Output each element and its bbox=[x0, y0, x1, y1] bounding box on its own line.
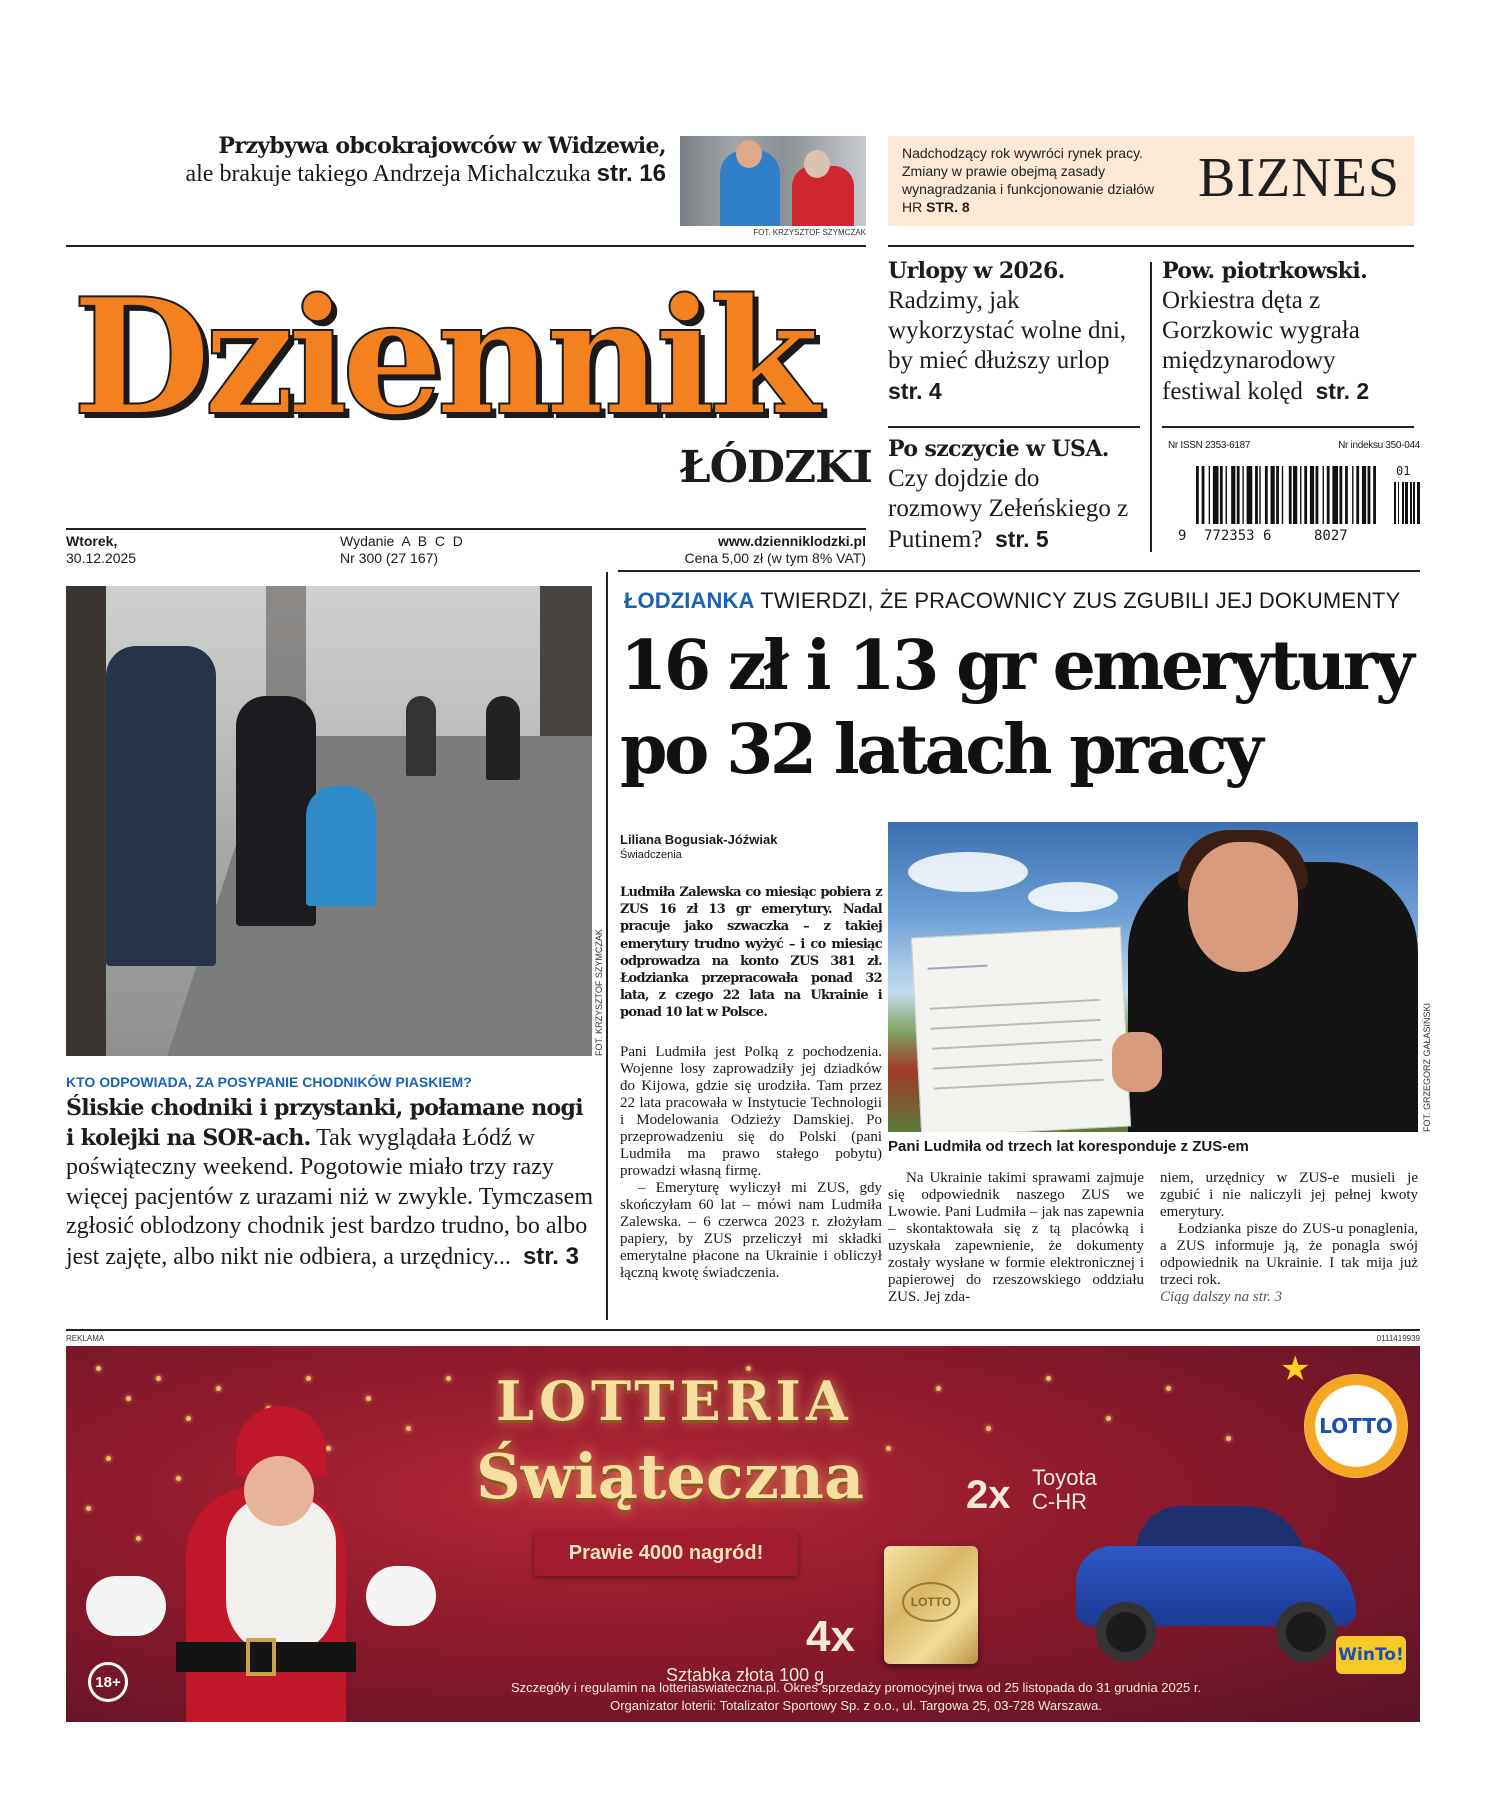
photo-document bbox=[911, 927, 1131, 1132]
main-lead: Ludmiła Zalewska co miesiąc pobiera z ZUS 16 zł 13 gr emerytury. Nadal pracuje jako szwaczka – z takiej emerytury trudno wyżyć – i co miesiąc odprowadza na konto ZUS 381 zł. Łodzianka przepracowała ponad 32 lata, z czego 22 lata na Ukrainie i ponad 10 lat w Polsce. bbox=[620, 885, 882, 1021]
barcode-bar bbox=[1323, 466, 1324, 524]
biznes-text bbox=[902, 144, 1162, 216]
ad-title-line2: Świąteczna bbox=[476, 1440, 865, 1513]
barcode-bar bbox=[1276, 466, 1279, 524]
divider bbox=[618, 570, 1420, 572]
masthead-title: Dziennik bbox=[72, 263, 813, 451]
meta-price: Cena 5,00 zł (w tym 8% VAT) bbox=[684, 550, 866, 566]
photo-tree bbox=[66, 586, 106, 1056]
sparkle bbox=[886, 1446, 891, 1451]
main-photo-caption: Pani Ludmiła od trzech lat koresponduje z ZUS-em bbox=[888, 1138, 1249, 1155]
barcode-bar bbox=[1332, 466, 1338, 524]
top-teaser-photo[interactable] bbox=[680, 136, 866, 226]
barcode-bar bbox=[1196, 466, 1199, 524]
column-divider bbox=[606, 572, 608, 1320]
barcode-bar bbox=[1247, 466, 1253, 524]
biznes-text-body: Nadchodzący rok wywróci rynek pracy. Zmiany w prawie obejmą zasady wynagradzania i funkcjonowanie działów HR bbox=[902, 145, 1155, 215]
barcode-bar bbox=[1271, 466, 1275, 524]
barcode-bar bbox=[1345, 466, 1348, 524]
divider bbox=[888, 245, 1414, 247]
photo-child bbox=[306, 786, 376, 906]
teaser-headline: Pow. piotrkowski. bbox=[1162, 258, 1368, 284]
ad-fine-print: Szczegóły i regulamin na lotteriaswiateczna.pl. Okres sprzedaży promocyjnej trwa od 25 listopada do 31 grudnia 2025 r. bbox=[510, 1680, 1202, 1695]
photo-hand bbox=[1112, 1032, 1162, 1092]
car-illustration bbox=[1066, 1506, 1366, 1666]
body-paragraph: Łodzianka pisze do ZUS-u ponaglenia, a ZUS informuje ją, że ponagla swój odpowiednik na Ukrainie. I tak mija już trzeci rok. bbox=[1160, 1221, 1418, 1288]
sparkle bbox=[1106, 1416, 1111, 1421]
index-number: Nr indeksu 350-044 bbox=[1338, 440, 1420, 451]
sparkle bbox=[1166, 1386, 1171, 1391]
main-story-kicker bbox=[624, 588, 1400, 614]
teaser-page-ref[interactable]: str. 4 bbox=[888, 378, 942, 404]
top-teaser-subline-text: ale brakuje takiego Andrzeja Michalczuka bbox=[185, 161, 591, 187]
barcode-bar bbox=[1352, 466, 1353, 524]
ad-gold-name: Sztabka złota 100 g bbox=[666, 1665, 825, 1685]
gold-bar-logo: LOTTO bbox=[902, 1582, 960, 1622]
sparkle bbox=[446, 1376, 451, 1381]
barcode-bar bbox=[1413, 482, 1415, 524]
photo-person-face bbox=[1188, 842, 1298, 972]
teaser-headline: Urlopy w 2026. bbox=[888, 258, 1065, 284]
divider bbox=[1162, 426, 1414, 428]
body-paragraph: niem, urzędnicy w ZUS-e musieli je zgubić i nie naliczyli jej pełnej kwoty emerytury. bbox=[1160, 1170, 1418, 1220]
teaser-text bbox=[888, 464, 1140, 555]
teaser-text bbox=[888, 286, 1140, 407]
barcode-bar bbox=[1405, 482, 1408, 524]
barcode-bar bbox=[1259, 466, 1260, 524]
barcode-bar bbox=[1316, 466, 1319, 524]
ad-ribbon: Prawie 4000 nagród! bbox=[534, 1530, 798, 1576]
top-teaser-subline bbox=[66, 160, 666, 188]
barcode-bar bbox=[1237, 466, 1240, 524]
barcode-bar bbox=[1255, 466, 1258, 524]
age-restriction-badge: 18+ bbox=[88, 1662, 128, 1702]
continued-link[interactable]: Ciąg dalszy na str. 3 bbox=[1160, 1289, 1283, 1305]
body-column-2 bbox=[888, 1170, 1144, 1306]
barcode-bar bbox=[1265, 466, 1268, 524]
divider bbox=[66, 1329, 1420, 1331]
barcode-bar bbox=[1209, 466, 1210, 524]
barcode-bar bbox=[1220, 466, 1223, 524]
meta-website[interactable]: www.dzienniklodzki.pl bbox=[717, 533, 866, 549]
barcode-bar bbox=[1394, 482, 1396, 524]
barcode-block bbox=[1168, 440, 1420, 550]
barcode-bar bbox=[1304, 466, 1307, 524]
meta-date: 30.12.2025 bbox=[66, 550, 137, 566]
ad-title-line1: LOTTERIA bbox=[496, 1369, 853, 1433]
divider bbox=[66, 245, 866, 247]
body-paragraph: Na Ukrainie takimi sprawami zajmuje się odpowiednik naszego ZUS we Lwowie. Pani Ludmiła – jak nas zapewnia – skontaktowała się z tą placówką i uzyskała zapewnienie, że dokumenty zostały wysłane w formie elektronicznej i papierowej do rzeszowskiego oddziału ZUS. Jej zda- bbox=[888, 1170, 1144, 1305]
barcode-bar bbox=[1300, 466, 1301, 524]
meta-day: Wtorek, bbox=[66, 533, 118, 549]
barcode-bar bbox=[1226, 466, 1227, 524]
ad-car-name-line2: C-HR bbox=[1032, 1489, 1087, 1514]
body-paragraph: – Emeryturę wyliczył mi ZUS, gdy skończyłam 60 lat – mówi nam Ludmiła Zalewska. – 6 czerwca 2023 r. złożyłam papiery, by ZUS przeliczył mi składki emerytalne płacone na Ukrainie i obliczył łączną kwotę świadczenia. bbox=[620, 1180, 882, 1281]
sparkle bbox=[216, 1386, 221, 1391]
column-divider bbox=[1150, 262, 1152, 552]
photo-figure-head bbox=[804, 150, 830, 178]
barcode-bar bbox=[1242, 466, 1243, 524]
barcode-addon-digits: 01 bbox=[1396, 464, 1411, 478]
ad-code: 0111419939 bbox=[1376, 1334, 1420, 1343]
biznes-page-ref[interactable]: STR. 8 bbox=[926, 199, 970, 215]
sparkle bbox=[306, 1376, 311, 1381]
winto-logo: WinTo! bbox=[1336, 1636, 1406, 1674]
lotto-logo: LOTTO bbox=[1304, 1374, 1408, 1478]
barcode-bar bbox=[1373, 466, 1376, 524]
barcode-bar bbox=[1202, 466, 1205, 524]
main-photo-credit: FOT. GRZEGORZ GAŁASIŃSKI bbox=[1422, 1002, 1432, 1132]
left-story-text: Tak wyglądała Łódź w poświąteczny weekend. Pogotowie miało trzy razy więcej pacjentów z urazami niż w zwykle. Tymczasem zgłosić oblodzony chodnik jest bardzo trudno, bo albo jest zajęte, albo nikt nie odbiera, a urzędnicy... bbox=[66, 1124, 593, 1270]
left-story-kicker: KTO ODPOWIADA, ZA POSYPANIE CHODNIKÓW PIASKIEM? bbox=[66, 1074, 472, 1090]
teaser-piotrkowski[interactable] bbox=[1162, 256, 1420, 407]
biznes-section-label: BIZNES bbox=[1198, 147, 1400, 209]
left-story[interactable] bbox=[66, 1094, 596, 1272]
top-photo-credit: FOT. KRZYSZTOF SZYMCZAK bbox=[753, 228, 866, 237]
byline bbox=[620, 832, 778, 862]
barcode-bar bbox=[1356, 466, 1359, 524]
barcode-bar bbox=[1327, 466, 1330, 524]
sparkle bbox=[96, 1366, 101, 1371]
sparkle bbox=[936, 1386, 941, 1391]
sparkle bbox=[156, 1376, 161, 1381]
santa-glove bbox=[366, 1566, 436, 1626]
photo-cloud bbox=[1028, 882, 1118, 912]
top-teaser[interactable] bbox=[66, 132, 666, 188]
divider bbox=[888, 426, 1140, 428]
body-column-1 bbox=[620, 1044, 882, 1282]
barcode-bar bbox=[1417, 482, 1420, 524]
top-teaser-headline: Przybywa obcokrajowców w Widzewie, bbox=[218, 133, 666, 159]
barcode-digits-main: 772353 6 bbox=[1204, 528, 1272, 544]
barcode-bar bbox=[1213, 466, 1219, 524]
teaser-body: Orkiestra dęta z Gorzkowic wygrała międzynarodowy festiwal kolęd bbox=[1162, 287, 1360, 405]
main-headline-line2: po 32 latach pracy bbox=[620, 710, 1261, 790]
teaser-urlopy[interactable] bbox=[888, 256, 1140, 407]
photo-person bbox=[486, 696, 520, 780]
top-teaser-page-ref[interactable]: str. 16 bbox=[596, 160, 666, 187]
biznes-box[interactable] bbox=[888, 136, 1414, 226]
santa-illustration bbox=[86, 1406, 416, 1722]
main-headline[interactable] bbox=[620, 624, 1420, 792]
photo-person bbox=[406, 696, 436, 776]
sparkle bbox=[366, 1396, 371, 1401]
barcode-digit-first: 9 bbox=[1178, 528, 1187, 544]
sparkle bbox=[986, 1426, 991, 1431]
car-wheel bbox=[1096, 1602, 1156, 1662]
barcode-bar bbox=[1339, 466, 1342, 524]
barcode-bar bbox=[1402, 482, 1404, 524]
barcode-bar bbox=[1289, 466, 1292, 524]
photo-cloud bbox=[908, 852, 1028, 892]
main-headline-line1: 16 zł i 13 gr emerytury bbox=[620, 626, 1412, 706]
teaser-body: Czy dojdzie do rozmowy Zełeńskiego z Putinem? bbox=[888, 465, 1129, 553]
left-story-headline: Śliskie chodniki i przystanki, połamane nogi i kolejki na SOR-ach. bbox=[66, 1095, 583, 1151]
photo-sidewalk bbox=[161, 736, 592, 1056]
barcode-bar bbox=[1293, 466, 1297, 524]
santa-face bbox=[244, 1456, 314, 1526]
kicker-highlight: ŁODZIANKA bbox=[624, 588, 755, 613]
santa-glove bbox=[86, 1576, 166, 1636]
car-wheel bbox=[1276, 1602, 1336, 1662]
masthead-subtitle: ŁÓDZKI bbox=[679, 442, 872, 493]
meta-edition: Wydanie A B C D bbox=[340, 533, 463, 549]
barcode-bar bbox=[1368, 466, 1371, 524]
barcode-bar bbox=[1231, 466, 1235, 524]
barcode-icon bbox=[1196, 466, 1376, 524]
ad-car-name-line1: Toyota bbox=[1032, 1465, 1097, 1490]
section-name: Świadczenia bbox=[620, 849, 682, 861]
sparkle bbox=[1046, 1376, 1051, 1381]
photo-person bbox=[106, 646, 216, 966]
ad-organizer: Organizator loterii: Totalizator Sportowy Sp. z o.o., ul. Targowa 25, 03-728 Warszawa. bbox=[610, 1698, 1102, 1713]
barcode-bar bbox=[1362, 466, 1366, 524]
teaser-usa[interactable] bbox=[888, 434, 1140, 555]
photo-figure-head bbox=[736, 140, 762, 168]
teaser-text bbox=[1162, 286, 1420, 407]
barcode-bar bbox=[1282, 466, 1283, 524]
ad-car-quantity: 2x bbox=[966, 1473, 1011, 1517]
divider bbox=[66, 528, 866, 530]
barcode-addon-icon bbox=[1394, 482, 1420, 524]
teaser-headline: Po szczycie w USA. bbox=[888, 436, 1109, 462]
issn-number: Nr ISSN 2353-6187 bbox=[1168, 440, 1251, 451]
main-story-photo[interactable] bbox=[888, 822, 1418, 1132]
meta-issue: Nr 300 (27 167) bbox=[340, 550, 439, 566]
photo-person bbox=[236, 696, 316, 926]
star-icon: ★ bbox=[1280, 1349, 1311, 1389]
gold-bar-illustration bbox=[884, 1546, 978, 1664]
kicker-rest: TWIERDZI, ŻE PRACOWNICY ZUS ZGUBILI JEJ DOKUMENTY bbox=[760, 588, 1401, 613]
barcode-bar bbox=[1410, 482, 1412, 524]
ad-gold-quantity: 4x bbox=[806, 1612, 855, 1661]
barcode-bar bbox=[1398, 482, 1399, 524]
left-photo-credit: FOT. KRZYSZTOF SZYMCZAK bbox=[594, 929, 604, 1056]
teaser-page-ref[interactable]: str. 2 bbox=[1315, 378, 1370, 404]
teaser-page-ref[interactable]: str. 5 bbox=[994, 526, 1049, 552]
masthead-logo[interactable] bbox=[72, 262, 872, 492]
left-story-page-ref[interactable]: str. 3 bbox=[522, 1242, 579, 1270]
body-column-3 bbox=[1160, 1170, 1418, 1306]
lottery-ad-banner[interactable] bbox=[66, 1346, 1420, 1722]
sparkle bbox=[126, 1396, 131, 1401]
santa-buckle bbox=[246, 1638, 276, 1676]
barcode-bar bbox=[1310, 466, 1314, 524]
author-name: Liliana Bogusiak-Jóźwiak bbox=[620, 832, 778, 847]
sparkle bbox=[1226, 1436, 1231, 1441]
teaser-body: Radzimy, jak wykorzystać wolne dni, by mieć dłuższy urlop bbox=[888, 287, 1127, 374]
barcode-digits-end: 8027 bbox=[1314, 528, 1348, 544]
left-story-photo[interactable] bbox=[66, 586, 592, 1056]
ad-label: REKLAMA bbox=[66, 1334, 105, 1343]
body-paragraph: Pani Ludmiła jest Polką z pochodzenia. Wojenne losy zaprowadziły jej dziadków do Kijowa, gdzie się urodziła. Tam przez 22 lata pracowała w Instytucie Technologii i Modelowania Odzieży Damskiej. Po przeprowadzeniu się do Polski (pani Ludmiła ma prawo stałego pobytu) prowadzi własną firmę. bbox=[620, 1044, 882, 1179]
